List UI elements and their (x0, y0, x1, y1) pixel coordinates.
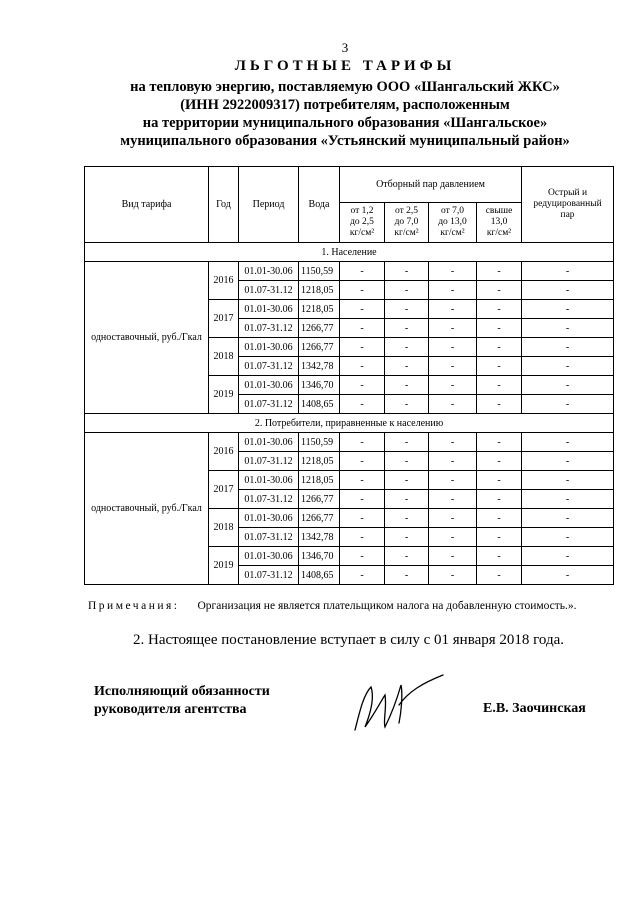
period-cell: 01.07-31.12 (239, 357, 299, 376)
steam-cell-3: - (429, 376, 477, 395)
period-cell: 01.01-30.06 (239, 376, 299, 395)
tariff-table-body (85, 243, 614, 585)
water-cell: 1266,77 (299, 490, 340, 509)
header-steam-line: до 13,0 (438, 217, 467, 227)
header-steam-line: от 1,2 (350, 206, 374, 216)
steam-cell-4: - (477, 490, 522, 509)
steam-cell-1: - (340, 528, 385, 547)
sharp-steam-cell: - (522, 490, 614, 509)
year-cell: 2018 (209, 509, 239, 547)
steam-cell-2: - (385, 338, 429, 357)
sharp-steam-cell: - (522, 376, 614, 395)
effective-date-statement: 2. Настоящее постановление вступает в силу с 01 января 2018 года. (133, 632, 565, 648)
steam-cell-1: - (340, 566, 385, 585)
steam-cell-4: - (477, 281, 522, 300)
steam-cell-4: - (477, 471, 522, 490)
header-steam-line: кг/см² (349, 228, 375, 238)
year-cell: 2016 (209, 262, 239, 300)
period-cell: 01.07-31.12 (239, 452, 299, 471)
steam-cell-3: - (429, 566, 477, 585)
period-cell: 01.07-31.12 (239, 566, 299, 585)
signatory-position-line: руководителя агентства (94, 702, 247, 717)
section-title: 2. Потребители, приравненные к населению (85, 414, 614, 433)
steam-cell-4: - (477, 509, 522, 528)
sharp-steam-cell: - (522, 281, 614, 300)
steam-cell-2: - (385, 319, 429, 338)
water-cell: 1346,70 (299, 547, 340, 566)
steam-cell-4: - (477, 433, 522, 452)
sharp-steam-cell: - (522, 300, 614, 319)
period-cell: 01.01-30.06 (239, 471, 299, 490)
note (88, 600, 577, 612)
sharp-steam-cell: - (522, 471, 614, 490)
steam-cell-3: - (429, 490, 477, 509)
water-cell: 1266,77 (299, 509, 340, 528)
water-cell: 1408,65 (299, 395, 340, 414)
year-cell: 2019 (209, 547, 239, 585)
header-period: Период (239, 167, 299, 243)
header-steam-line: кг/см² (394, 228, 419, 238)
year-cell: 2018 (209, 338, 239, 376)
steam-cell-2: - (385, 376, 429, 395)
document-subtitle (80, 78, 610, 150)
steam-cell-3: - (429, 547, 477, 566)
water-cell: 1266,77 (299, 319, 340, 338)
year-cell: 2016 (209, 433, 239, 471)
header-steam-col-3 (429, 203, 477, 243)
header-sharp-line: редуцированный (533, 199, 602, 209)
table-row (85, 433, 614, 452)
header-steam-line: свыше (485, 206, 513, 216)
note-label: Примечания: (88, 600, 180, 612)
steam-cell-4: - (477, 547, 522, 566)
sharp-steam-cell: - (522, 357, 614, 376)
steam-cell-3: - (429, 338, 477, 357)
period-cell: 01.01-30.06 (239, 338, 299, 357)
sharp-steam-cell: - (522, 262, 614, 281)
steam-cell-1: - (340, 490, 385, 509)
period-cell: 01.07-31.12 (239, 395, 299, 414)
signatory-name: Е.В. Заочинская (483, 701, 586, 716)
period-cell: 01.01-30.06 (239, 300, 299, 319)
sharp-steam-cell: - (522, 452, 614, 471)
steam-cell-1: - (340, 433, 385, 452)
steam-cell-4: - (477, 452, 522, 471)
water-cell: 1346,70 (299, 376, 340, 395)
period-cell: 01.01-30.06 (239, 262, 299, 281)
header-tariff-type: Вид тарифа (85, 167, 209, 243)
sharp-steam-cell: - (522, 338, 614, 357)
subtitle-line: на территории муниципального образования «Шангальское» (142, 115, 548, 131)
water-cell: 1218,05 (299, 471, 340, 490)
water-cell: 1150,59 (299, 433, 340, 452)
handwritten-signature (345, 665, 455, 745)
steam-cell-1: - (340, 338, 385, 357)
steam-cell-4: - (477, 566, 522, 585)
steam-cell-4: - (477, 319, 522, 338)
period-cell: 01.07-31.12 (239, 490, 299, 509)
year-cell: 2017 (209, 471, 239, 509)
water-cell: 1408,65 (299, 566, 340, 585)
period-cell: 01.01-30.06 (239, 547, 299, 566)
water-cell: 1342,78 (299, 528, 340, 547)
header-water: Вода (299, 167, 340, 243)
period-cell: 01.07-31.12 (239, 319, 299, 338)
steam-cell-2: - (385, 395, 429, 414)
steam-cell-2: - (385, 357, 429, 376)
steam-cell-2: - (385, 281, 429, 300)
signatory-position (94, 683, 270, 719)
steam-cell-2: - (385, 300, 429, 319)
header-steam-line: от 7,0 (440, 206, 465, 216)
header-steam-line: от 2,5 (394, 206, 419, 216)
year-cell: 2017 (209, 300, 239, 338)
sharp-steam-cell: - (522, 528, 614, 547)
steam-cell-1: - (340, 281, 385, 300)
steam-cell-1: - (340, 509, 385, 528)
steam-cell-1: - (340, 319, 385, 338)
sharp-steam-cell: - (522, 547, 614, 566)
steam-cell-3: - (429, 300, 477, 319)
sharp-steam-cell: - (522, 509, 614, 528)
steam-cell-4: - (477, 376, 522, 395)
steam-cell-3: - (429, 281, 477, 300)
steam-cell-3: - (429, 509, 477, 528)
steam-cell-1: - (340, 376, 385, 395)
steam-cell-1: - (340, 395, 385, 414)
water-cell: 1218,05 (299, 281, 340, 300)
header-steam-group: Отборный пар давлением (340, 167, 522, 203)
section-title-row (85, 243, 614, 262)
signatory-position-line: Исполняющий обязанности (94, 684, 270, 699)
header-steam-line: кг/см² (486, 228, 512, 238)
steam-cell-3: - (429, 262, 477, 281)
steam-cell-4: - (477, 528, 522, 547)
steam-cell-1: - (340, 300, 385, 319)
steam-cell-2: - (385, 452, 429, 471)
subtitle-line: (ИНН 2922009317) потребителям, расположенным (180, 97, 510, 113)
header-steam-line: кг/см² (440, 228, 465, 238)
steam-cell-3: - (429, 471, 477, 490)
header-steam-line: до 2,5 (350, 217, 374, 227)
steam-cell-3: - (429, 395, 477, 414)
header-steam-col-2 (385, 203, 429, 243)
subtitle-line: муниципального образования «Устьянский муниципальный район» (120, 133, 570, 149)
water-cell: 1342,78 (299, 357, 340, 376)
year-cell: 2019 (209, 376, 239, 414)
steam-cell-3: - (429, 452, 477, 471)
steam-cell-4: - (477, 338, 522, 357)
steam-cell-1: - (340, 262, 385, 281)
steam-cell-2: - (385, 509, 429, 528)
steam-cell-2: - (385, 566, 429, 585)
header-steam-line: до 7,0 (394, 217, 419, 227)
tariff-table (84, 166, 614, 585)
header-sharp-line: Острый и (548, 188, 588, 198)
period-cell: 01.07-31.12 (239, 528, 299, 547)
section-title: 1. Население (85, 243, 614, 262)
tariff-type-label: одноставочный, руб./Гкал (85, 433, 209, 585)
subtitle-line: на тепловую энергию, поставляемую ООО «Шангальский ЖКС» (130, 79, 560, 95)
water-cell: 1218,05 (299, 300, 340, 319)
period-cell: 01.01-30.06 (239, 509, 299, 528)
steam-cell-2: - (385, 262, 429, 281)
steam-cell-2: - (385, 433, 429, 452)
header-steam-col-1 (340, 203, 385, 243)
sharp-steam-cell: - (522, 319, 614, 338)
steam-cell-3: - (429, 319, 477, 338)
document-title: ЛЬГОТНЫЕ ТАРИФЫ (234, 58, 456, 74)
table-row (85, 262, 614, 281)
steam-cell-3: - (429, 433, 477, 452)
steam-cell-4: - (477, 300, 522, 319)
steam-cell-2: - (385, 471, 429, 490)
tariff-type-label: одноставочный, руб./Гкал (85, 262, 209, 414)
sharp-steam-cell: - (522, 433, 614, 452)
period-cell: 01.01-30.06 (239, 433, 299, 452)
steam-cell-4: - (477, 262, 522, 281)
steam-cell-1: - (340, 547, 385, 566)
steam-cell-1: - (340, 471, 385, 490)
water-cell: 1150,59 (299, 262, 340, 281)
sharp-steam-cell: - (522, 395, 614, 414)
steam-cell-1: - (340, 357, 385, 376)
steam-cell-2: - (385, 490, 429, 509)
header-sharp-steam (522, 167, 614, 243)
header-steam-line: 13,0 (490, 217, 508, 227)
steam-cell-1: - (340, 452, 385, 471)
sharp-steam-cell: - (522, 566, 614, 585)
steam-cell-2: - (385, 528, 429, 547)
note-text: Организация не является плательщиком налога на добавленную стоимость.». (197, 600, 577, 612)
steam-cell-2: - (385, 547, 429, 566)
header-steam-col-4 (477, 203, 522, 243)
page-number: 3 (341, 40, 349, 55)
steam-cell-3: - (429, 528, 477, 547)
water-cell: 1218,05 (299, 452, 340, 471)
steam-cell-3: - (429, 357, 477, 376)
period-cell: 01.07-31.12 (239, 281, 299, 300)
header-year: Год (209, 167, 239, 243)
header-sharp-line: пар (560, 210, 575, 220)
water-cell: 1266,77 (299, 338, 340, 357)
section-title-row (85, 414, 614, 433)
steam-cell-4: - (477, 357, 522, 376)
steam-cell-4: - (477, 395, 522, 414)
